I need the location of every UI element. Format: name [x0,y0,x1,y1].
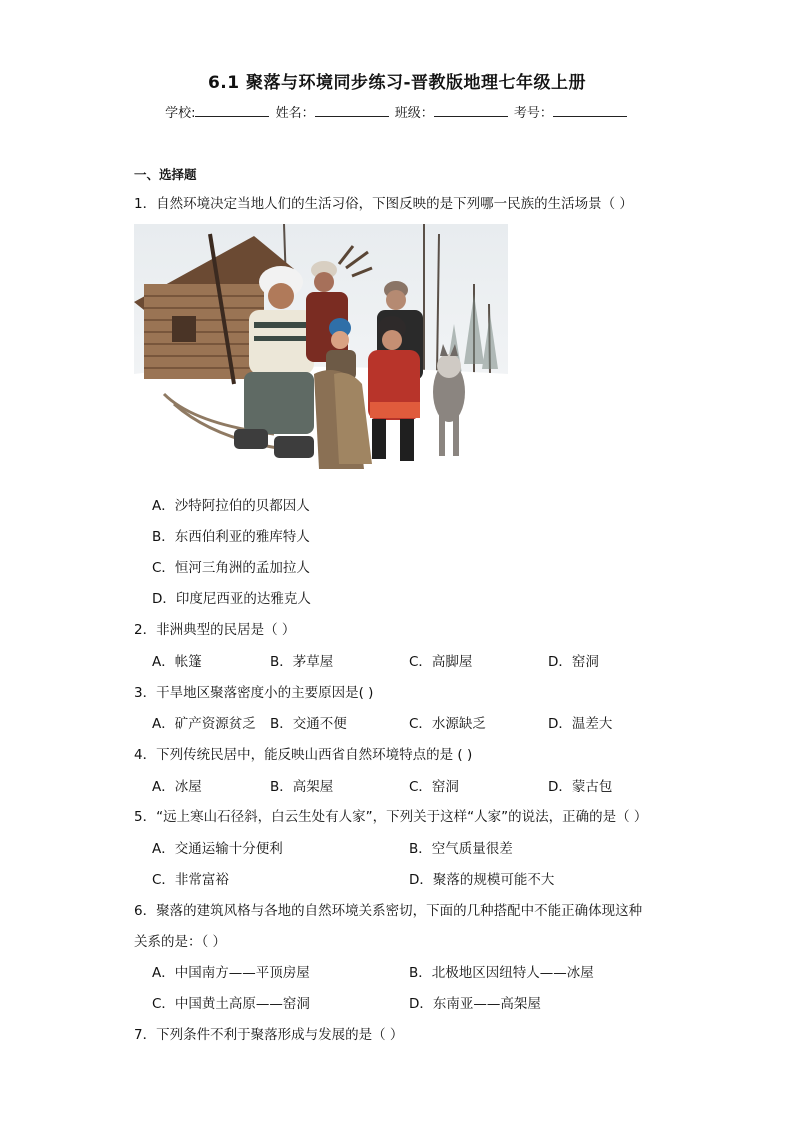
question-1-option-b[interactable]: B．东西伯利亚的雅库特人 [152,529,310,545]
question-2-option-d[interactable]: D．窑洞 [548,654,599,670]
question-3-option-c[interactable]: C．水源缺乏 [409,716,486,732]
section-title: 一、选择题 [134,167,197,182]
name-label: 姓名： [275,106,315,121]
exam-no-blank[interactable] [553,104,627,117]
question-5-option-b[interactable]: B．空气质量很差 [409,841,513,857]
question-3-stem: 3．干旱地区聚落密度小的主要原因是( ) [134,685,374,701]
class-label: 班级： [394,106,434,121]
question-2-option-a[interactable]: A．帐篷 [152,654,202,670]
school-label: 学校: [165,106,196,121]
question-3-option-d[interactable]: D．温差大 [548,716,613,732]
question-4-stem: 4．下列传统民居中，能反映山西省自然环境特点的是 ( ) [134,747,473,763]
question-2-stem: 2．非洲典型的民居是（ ） [134,622,296,638]
question-6-option-b[interactable]: B．北极地区因纽特人——冰屋 [409,965,594,981]
question-6-option-a[interactable]: A．中国南方——平顶房屋 [152,965,310,981]
question-1-option-c[interactable]: C．恒河三角洲的孟加拉人 [152,560,310,576]
question-4-option-c[interactable]: C．窑洞 [409,779,459,795]
family-in-snow-image [134,224,508,476]
question-4-option-a[interactable]: A．冰屋 [152,779,202,795]
question-5-option-c[interactable]: C．非常富裕 [152,872,229,888]
question-3-option-a[interactable]: A．矿产资源贫乏 [152,716,256,732]
question-7-stem: 7．下列条件不利于聚落形成与发展的是（ ） [134,1027,404,1043]
question-2-option-c[interactable]: C．高脚屋 [409,654,473,670]
question-6-option-d[interactable]: D．东南亚——高架屋 [409,996,541,1012]
question-3-option-b[interactable]: B．交通不便 [270,716,347,732]
question-6-stem: 6．聚落的建筑风格与各地的自然环境关系密切，下面的几种搭配中不能正确体现这种 [134,903,643,919]
school-blank[interactable] [195,104,269,117]
class-blank[interactable] [434,104,508,117]
question-5-option-d[interactable]: D．聚落的规模可能不大 [409,872,555,888]
question-6-option-c[interactable]: C．中国黄土高原——窑洞 [152,996,310,1012]
question-1-option-a[interactable]: A．沙特阿拉伯的贝都因人 [152,498,310,514]
question-4-option-d[interactable]: D．蒙古包 [548,779,613,795]
question-5-stem: 5．“远上寒山石径斜，白云生处有人家”，下列关于这样“人家”的说法，正确的是（ ） [134,809,648,825]
question-1-photo [134,224,508,476]
question-2-option-b[interactable]: B．茅草屋 [270,654,334,670]
name-blank[interactable] [315,104,389,117]
page-title: 6.1 聚落与环境同步练习-晋教版地理七年级上册 [207,73,587,93]
question-1-stem: 1．自然环境决定当地人们的生活习俗，下图反映的是下列哪一民族的生活场景（ ） [134,196,633,212]
question-4-option-b[interactable]: B．高架屋 [270,779,334,795]
question-6-stem-continued: 关系的是：（ ） [134,934,227,950]
question-1-option-d[interactable]: D．印度尼西亚的达雅克人 [152,591,311,607]
question-5-option-a[interactable]: A．交通运输十分便利 [152,841,283,857]
exam-no-label: 考号： [513,106,553,121]
student-info-line [0,102,794,121]
